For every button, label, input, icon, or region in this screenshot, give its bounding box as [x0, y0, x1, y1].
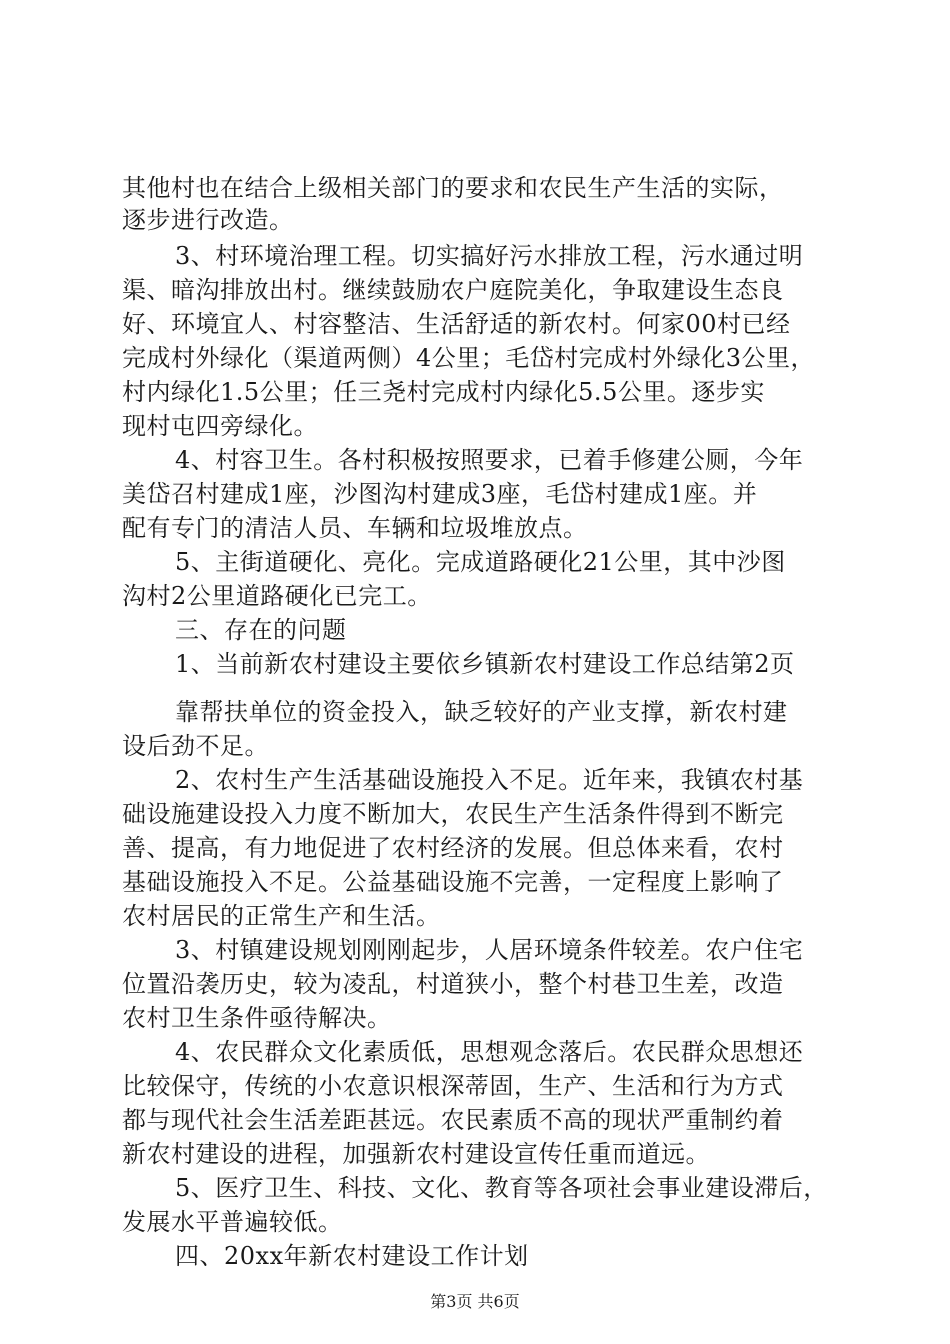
text-line: 位置沿袭历史，较为凌乱，村道狭小，整个村巷卫生差，改造: [122, 970, 784, 998]
text-line: 好、环境宜人、村容整洁、生活舒适的新农村。何家00村已经: [122, 310, 791, 338]
text-line: 沟村2公里道路硬化已完工。: [122, 582, 432, 610]
text-line: 靠帮扶单位的资金投入，缺乏较好的产业支撑，新农村建: [175, 698, 788, 726]
text-line: 5、主街道硬化、亮化。完成道路硬化21公里，其中沙图: [175, 548, 786, 576]
text-line: 其他村也在结合上级相关部门的要求和农民生产生活的实际，: [122, 174, 784, 202]
text-line: 设后劲不足。: [122, 732, 269, 760]
text-line: 4、农民群众文化素质低，思想观念落后。农民群众思想还: [175, 1038, 804, 1066]
text-line: 1、当前新农村建设主要依乡镇新农村建设工作总结第2页: [175, 650, 795, 678]
text-line: 农村居民的正常生产和生活。: [122, 902, 441, 930]
text-line: 村内绿化1.5公里；任三尧村完成村内绿化5.5公里。逐步实: [122, 378, 765, 406]
text-line: 配有专门的清洁人员、车辆和垃圾堆放点。: [122, 514, 588, 542]
text-line: 2、农村生产生活基础设施投入不足。近年来，我镇农村基: [175, 766, 804, 794]
text-line: 完成村外绿化（渠道两侧）4公里；毛岱村完成村外绿化3公里，: [122, 344, 816, 372]
text-line: 都与现代社会生活差距甚远。农民素质不高的现状严重制约着: [122, 1106, 784, 1134]
text-line: 3、村环境治理工程。切实搞好污水排放工程，污水通过明: [175, 242, 804, 270]
text-line: 基础设施投入不足。公益基础设施不完善，一定程度上影响了: [122, 868, 784, 896]
text-line: 现村屯四旁绿化。: [122, 412, 318, 440]
text-line: 4、村容卫生。各村积极按照要求，已着手修建公厕，今年: [175, 446, 804, 474]
text-line: 美岱召村建成1座，沙图沟村建成3座，毛岱村建成1座。并: [122, 480, 758, 508]
text-line: 新农村建设的进程，加强新农村建设宣传任重而道远。: [122, 1140, 710, 1168]
section-heading: 四、20xx年新农村建设工作计划: [175, 1242, 529, 1270]
text-line: 发展水平普遍较低。: [122, 1208, 343, 1236]
text-line: 逐步进行改造。: [122, 206, 294, 234]
text-line: 3、村镇建设规划刚刚起步，人居环境条件较差。农户住宅: [175, 936, 804, 964]
text-line: 农村卫生条件亟待解决。: [122, 1004, 392, 1032]
text-line: 渠、暗沟排放出村。继续鼓励农户庭院美化，争取建设生态良: [122, 276, 784, 304]
text-line: 5、医疗卫生、科技、文化、教育等各项社会事业建设滞后，: [175, 1174, 828, 1202]
section-heading: 三、存在的问题: [175, 616, 347, 644]
text-line: 础设施建设投入力度不断加大，农民生产生活条件得到不断完: [122, 800, 784, 828]
text-line: 善、提高，有力地促进了农村经济的发展。但总体来看，农村: [122, 834, 784, 862]
page-footer: 第3页 共6页: [430, 1292, 520, 1311]
text-line: 比较保守，传统的小农意识根深蒂固，生产、生活和行为方式: [122, 1072, 784, 1100]
